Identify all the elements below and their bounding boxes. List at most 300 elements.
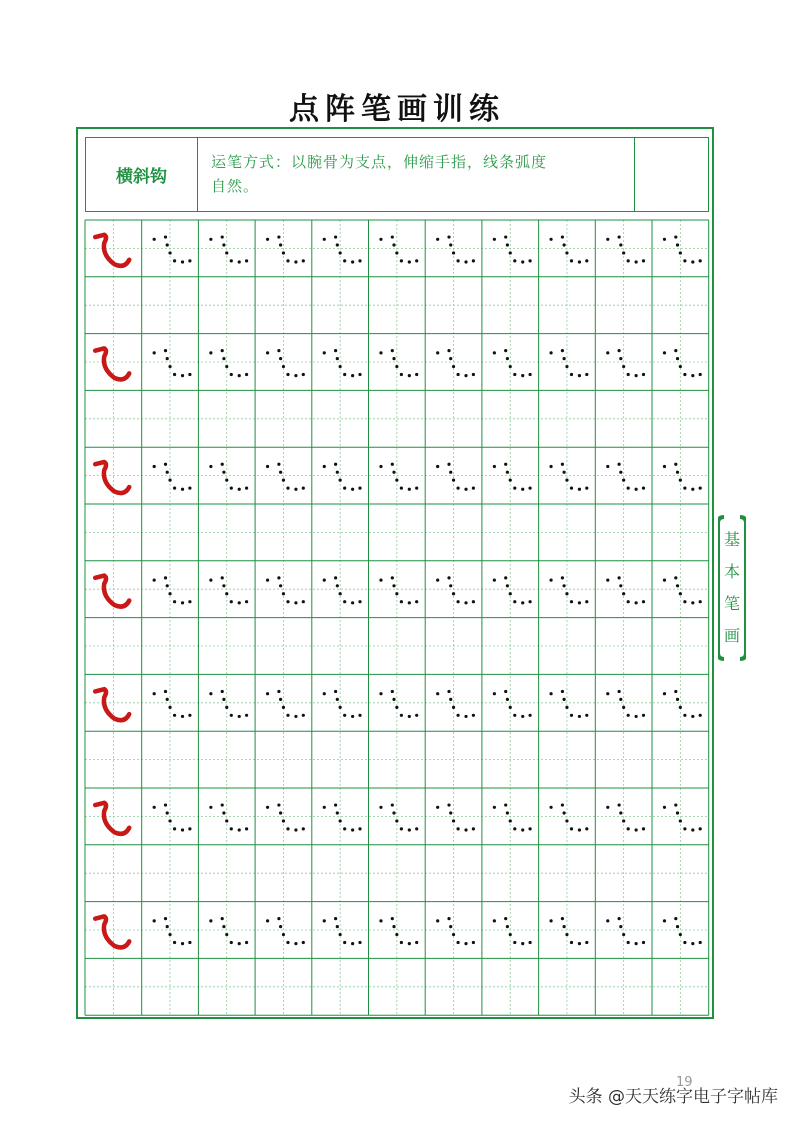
dotted-stroke xyxy=(436,463,475,491)
dotted-stroke xyxy=(209,235,248,263)
trace-dot xyxy=(173,600,176,603)
trace-dot xyxy=(279,584,282,587)
trace-dot xyxy=(472,373,475,376)
trace-dot xyxy=(504,917,507,920)
trace-dot xyxy=(561,803,564,806)
trace-dot xyxy=(447,576,450,579)
trace-dot xyxy=(464,942,467,945)
trace-dot xyxy=(166,243,169,246)
dotted-stroke xyxy=(266,576,305,604)
trace-dot xyxy=(336,471,339,474)
trace-dot xyxy=(221,803,224,806)
trace-dot xyxy=(164,235,167,238)
trace-dot xyxy=(513,941,516,944)
trace-dot xyxy=(563,698,566,701)
trace-dot xyxy=(674,235,677,238)
trace-dot xyxy=(561,576,564,579)
trace-dot xyxy=(391,463,394,466)
trace-dot xyxy=(606,692,609,695)
trace-dot xyxy=(266,465,269,468)
trace-dot xyxy=(334,235,337,238)
dotted-stroke xyxy=(379,349,418,377)
page-number: 19 xyxy=(676,1075,693,1090)
trace-dot xyxy=(561,349,564,352)
trace-dot xyxy=(513,259,516,262)
trace-dot xyxy=(563,471,566,474)
trace-dot xyxy=(472,941,475,944)
trace-dot xyxy=(153,579,156,582)
trace-dot xyxy=(221,576,224,579)
trace-dot xyxy=(351,260,354,263)
trace-dot xyxy=(415,714,418,717)
trace-dot xyxy=(622,706,625,709)
dotted-stroke xyxy=(663,463,702,491)
trace-dot xyxy=(449,243,452,246)
trace-dot xyxy=(339,479,342,482)
trace-dot xyxy=(225,365,228,368)
trace-dot xyxy=(334,463,337,466)
trace-dot xyxy=(509,479,512,482)
trace-dot xyxy=(683,600,686,603)
trace-dot xyxy=(222,243,225,246)
trace-dot xyxy=(408,828,411,831)
trace-dot xyxy=(181,488,184,491)
trace-dot xyxy=(504,235,507,238)
trace-dot xyxy=(606,806,609,809)
trace-dot xyxy=(334,917,337,920)
dotted-stroke xyxy=(549,803,588,831)
trace-dot xyxy=(642,941,645,944)
trace-dot xyxy=(642,373,645,376)
trace-dot xyxy=(164,690,167,693)
dotted-stroke xyxy=(663,690,702,718)
trace-dot xyxy=(225,479,228,482)
dotted-stroke xyxy=(209,917,248,945)
trace-dot xyxy=(358,600,361,603)
trace-dot xyxy=(585,373,588,376)
trace-dot xyxy=(339,706,342,709)
dotted-stroke xyxy=(663,235,702,263)
trace-dot xyxy=(565,819,568,822)
trace-dot xyxy=(408,942,411,945)
trace-dot xyxy=(339,251,342,254)
trace-dot xyxy=(181,715,184,718)
dotted-stroke xyxy=(493,803,532,831)
trace-dot xyxy=(245,941,248,944)
trace-dot xyxy=(209,579,212,582)
trace-dot xyxy=(343,259,346,262)
trace-dot xyxy=(513,714,516,717)
trace-dot xyxy=(153,351,156,354)
page-title: 点阵笔画训练 xyxy=(289,92,505,127)
trace-dot xyxy=(452,251,455,254)
trace-dot xyxy=(452,933,455,936)
trace-dot xyxy=(449,925,452,928)
trace-dot xyxy=(379,692,382,695)
trace-dot xyxy=(449,471,452,474)
trace-dot xyxy=(343,373,346,376)
trace-dot xyxy=(627,486,630,489)
trace-dot xyxy=(408,374,411,377)
trace-dot xyxy=(679,933,682,936)
trace-dot xyxy=(563,243,566,246)
trace-dot xyxy=(504,463,507,466)
dotted-stroke xyxy=(209,349,248,377)
trace-dot xyxy=(436,692,439,695)
trace-dot xyxy=(358,714,361,717)
model-stroke xyxy=(95,462,129,493)
trace-dot xyxy=(676,243,679,246)
trace-dot xyxy=(691,828,694,831)
trace-dot xyxy=(447,349,450,352)
trace-dot xyxy=(618,463,621,466)
trace-dot xyxy=(504,803,507,806)
trace-dot xyxy=(683,259,686,262)
trace-dot xyxy=(302,600,305,603)
trace-dot xyxy=(277,690,280,693)
trace-dot xyxy=(456,259,459,262)
footer-watermark: 头条 @天天练字电子字帖库 xyxy=(568,1087,778,1107)
trace-dot xyxy=(286,827,289,830)
trace-dot xyxy=(691,715,694,718)
model-stroke xyxy=(95,803,129,834)
trace-dot xyxy=(391,235,394,238)
trace-dot xyxy=(528,486,531,489)
trace-dot xyxy=(513,486,516,489)
trace-dot xyxy=(683,486,686,489)
trace-dot xyxy=(266,692,269,695)
trace-dot xyxy=(379,806,382,809)
trace-dot xyxy=(266,806,269,809)
trace-dot xyxy=(379,465,382,468)
trace-dot xyxy=(521,260,524,263)
dotted-stroke xyxy=(379,463,418,491)
stroke-method-line-1: 运笔方式：以腕骨为支点，伸缩手指，线条弧度 xyxy=(211,153,548,171)
trace-dot xyxy=(286,486,289,489)
trace-dot xyxy=(225,933,228,936)
trace-dot xyxy=(282,479,285,482)
dotted-stroke xyxy=(153,349,192,377)
trace-dot xyxy=(676,584,679,587)
trace-dot xyxy=(173,714,176,717)
trace-dot xyxy=(334,803,337,806)
trace-dot xyxy=(452,479,455,482)
dotted-stroke xyxy=(606,690,645,718)
trace-dot xyxy=(436,351,439,354)
side-tab-char: 基 xyxy=(723,530,740,549)
trace-dot xyxy=(493,692,496,695)
trace-dot xyxy=(436,579,439,582)
trace-dot xyxy=(691,601,694,604)
trace-dot xyxy=(351,601,354,604)
trace-dot xyxy=(506,698,509,701)
trace-dot xyxy=(188,259,191,262)
trace-dot xyxy=(456,373,459,376)
trace-dot xyxy=(561,235,564,238)
trace-dot xyxy=(379,579,382,582)
dotted-stroke xyxy=(493,917,532,945)
trace-dot xyxy=(222,925,225,928)
trace-dot xyxy=(286,373,289,376)
trace-dot xyxy=(379,238,382,241)
trace-dot xyxy=(379,351,382,354)
trace-dot xyxy=(279,925,282,928)
dotted-stroke xyxy=(323,463,362,491)
trace-dot xyxy=(181,601,184,604)
trace-dot xyxy=(436,919,439,922)
trace-dot xyxy=(294,260,297,263)
dotted-stroke xyxy=(493,235,532,263)
trace-dot xyxy=(294,488,297,491)
trace-dot xyxy=(506,243,509,246)
trace-dot xyxy=(334,349,337,352)
trace-dot xyxy=(493,806,496,809)
trace-dot xyxy=(447,690,450,693)
trace-dot xyxy=(578,715,581,718)
trace-dot xyxy=(528,259,531,262)
trace-dot xyxy=(351,488,354,491)
trace-dot xyxy=(570,373,573,376)
trace-dot xyxy=(635,488,638,491)
trace-dot xyxy=(168,933,171,936)
trace-dot xyxy=(395,933,398,936)
trace-dot xyxy=(663,806,666,809)
trace-dot xyxy=(447,463,450,466)
dotted-stroke xyxy=(549,349,588,377)
trace-dot xyxy=(691,942,694,945)
trace-dot xyxy=(351,828,354,831)
trace-dot xyxy=(464,260,467,263)
trace-dot xyxy=(699,941,702,944)
dotted-stroke xyxy=(606,917,645,945)
trace-dot xyxy=(358,827,361,830)
trace-dot xyxy=(222,811,225,814)
trace-dot xyxy=(392,584,395,587)
trace-dot xyxy=(549,806,552,809)
side-tab-label xyxy=(718,524,746,652)
trace-dot xyxy=(230,714,233,717)
trace-dot xyxy=(585,600,588,603)
trace-dot xyxy=(642,600,645,603)
trace-dot xyxy=(400,259,403,262)
stroke-name: 横斜钩 xyxy=(116,167,167,187)
trace-dot xyxy=(358,373,361,376)
dotted-stroke xyxy=(379,235,418,263)
trace-dot xyxy=(166,811,169,814)
trace-dot xyxy=(472,259,475,262)
dotted-stroke xyxy=(436,235,475,263)
trace-dot xyxy=(679,251,682,254)
trace-dot xyxy=(188,373,191,376)
trace-dot xyxy=(266,919,269,922)
trace-dot xyxy=(400,600,403,603)
trace-dot xyxy=(674,917,677,920)
trace-dot xyxy=(635,374,638,377)
trace-dot xyxy=(549,351,552,354)
trace-dot xyxy=(277,349,280,352)
trace-dot xyxy=(358,259,361,262)
trace-dot xyxy=(619,243,622,246)
trace-dot xyxy=(238,374,241,377)
trace-dot xyxy=(606,238,609,241)
model-stroke xyxy=(95,576,129,607)
trace-dot xyxy=(578,828,581,831)
trace-dot xyxy=(565,592,568,595)
trace-dot xyxy=(358,941,361,944)
trace-dot xyxy=(238,715,241,718)
trace-dot xyxy=(336,925,339,928)
trace-dot xyxy=(504,576,507,579)
trace-dot xyxy=(302,827,305,830)
trace-dot xyxy=(622,592,625,595)
trace-dot xyxy=(221,349,224,352)
trace-dot xyxy=(351,942,354,945)
trace-dot xyxy=(351,715,354,718)
trace-dot xyxy=(336,811,339,814)
trace-dot xyxy=(221,463,224,466)
trace-dot xyxy=(618,235,621,238)
trace-dot xyxy=(164,803,167,806)
trace-dot xyxy=(452,365,455,368)
trace-dot xyxy=(449,357,452,360)
trace-dot xyxy=(663,692,666,695)
trace-dot xyxy=(456,486,459,489)
trace-dot xyxy=(395,592,398,595)
trace-dot xyxy=(619,925,622,928)
trace-dot xyxy=(521,942,524,945)
trace-dot xyxy=(286,259,289,262)
trace-dot xyxy=(164,917,167,920)
trace-dot xyxy=(618,690,621,693)
trace-dot xyxy=(521,715,524,718)
trace-dot xyxy=(563,925,566,928)
trace-dot xyxy=(674,349,677,352)
trace-dot xyxy=(173,259,176,262)
dotted-stroke xyxy=(379,690,418,718)
trace-dot xyxy=(472,714,475,717)
trace-dot xyxy=(282,933,285,936)
dotted-stroke xyxy=(606,235,645,263)
trace-dot xyxy=(277,803,280,806)
trace-dot xyxy=(166,357,169,360)
trace-dot xyxy=(323,238,326,241)
dotted-stroke xyxy=(549,235,588,263)
trace-dot xyxy=(472,600,475,603)
trace-dot xyxy=(509,365,512,368)
trace-dot xyxy=(691,488,694,491)
trace-dot xyxy=(302,373,305,376)
trace-dot xyxy=(642,486,645,489)
trace-dot xyxy=(245,600,248,603)
dotted-stroke xyxy=(323,690,362,718)
trace-dot xyxy=(528,827,531,830)
trace-dot xyxy=(168,819,171,822)
trace-dot xyxy=(392,471,395,474)
dotted-stroke xyxy=(153,690,192,718)
trace-dot xyxy=(578,601,581,604)
trace-dot xyxy=(391,917,394,920)
dotted-stroke xyxy=(549,690,588,718)
trace-dot xyxy=(302,714,305,717)
trace-dot xyxy=(509,592,512,595)
trace-dot xyxy=(683,714,686,717)
trace-dot xyxy=(379,919,382,922)
trace-dot xyxy=(222,698,225,701)
trace-dot xyxy=(683,373,686,376)
trace-dot xyxy=(173,941,176,944)
dotted-stroke xyxy=(663,349,702,377)
trace-dot xyxy=(561,463,564,466)
trace-dot xyxy=(230,941,233,944)
dotted-stroke xyxy=(266,803,305,831)
trace-dot xyxy=(395,251,398,254)
trace-dot xyxy=(578,374,581,377)
dotted-stroke xyxy=(549,463,588,491)
trace-dot xyxy=(618,576,621,579)
trace-dot xyxy=(578,942,581,945)
trace-dot xyxy=(323,579,326,582)
trace-dot xyxy=(343,941,346,944)
trace-dot xyxy=(642,259,645,262)
trace-dot xyxy=(294,828,297,831)
trace-dot xyxy=(392,925,395,928)
trace-dot xyxy=(513,827,516,830)
model-stroke xyxy=(95,235,129,266)
dotted-stroke xyxy=(379,917,418,945)
trace-dot xyxy=(561,690,564,693)
trace-dot xyxy=(521,374,524,377)
trace-dot xyxy=(513,373,516,376)
trace-dot xyxy=(238,601,241,604)
trace-dot xyxy=(663,465,666,468)
trace-dot xyxy=(699,600,702,603)
trace-dot xyxy=(166,698,169,701)
trace-dot xyxy=(279,357,282,360)
model-stroke xyxy=(95,689,129,720)
trace-dot xyxy=(336,243,339,246)
trace-dot xyxy=(339,592,342,595)
dotted-stroke xyxy=(266,690,305,718)
trace-dot xyxy=(619,584,622,587)
trace-dot xyxy=(277,917,280,920)
trace-dot xyxy=(323,692,326,695)
dotted-stroke xyxy=(266,235,305,263)
trace-dot xyxy=(168,592,171,595)
trace-dot xyxy=(622,365,625,368)
trace-dot xyxy=(334,576,337,579)
trace-dot xyxy=(679,592,682,595)
trace-dot xyxy=(168,479,171,482)
trace-dot xyxy=(221,917,224,920)
dotted-stroke xyxy=(436,349,475,377)
model-stroke xyxy=(95,916,129,947)
trace-dot xyxy=(153,806,156,809)
trace-dot xyxy=(222,584,225,587)
trace-dot xyxy=(245,486,248,489)
trace-dot xyxy=(528,373,531,376)
trace-dot xyxy=(334,690,337,693)
trace-dot xyxy=(351,374,354,377)
dotted-stroke xyxy=(266,349,305,377)
trace-dot xyxy=(209,351,212,354)
trace-dot xyxy=(153,465,156,468)
trace-dot xyxy=(622,933,625,936)
trace-dot xyxy=(222,357,225,360)
dotted-stroke xyxy=(493,690,532,718)
trace-dot xyxy=(323,806,326,809)
trace-dot xyxy=(282,251,285,254)
dotted-stroke xyxy=(606,463,645,491)
